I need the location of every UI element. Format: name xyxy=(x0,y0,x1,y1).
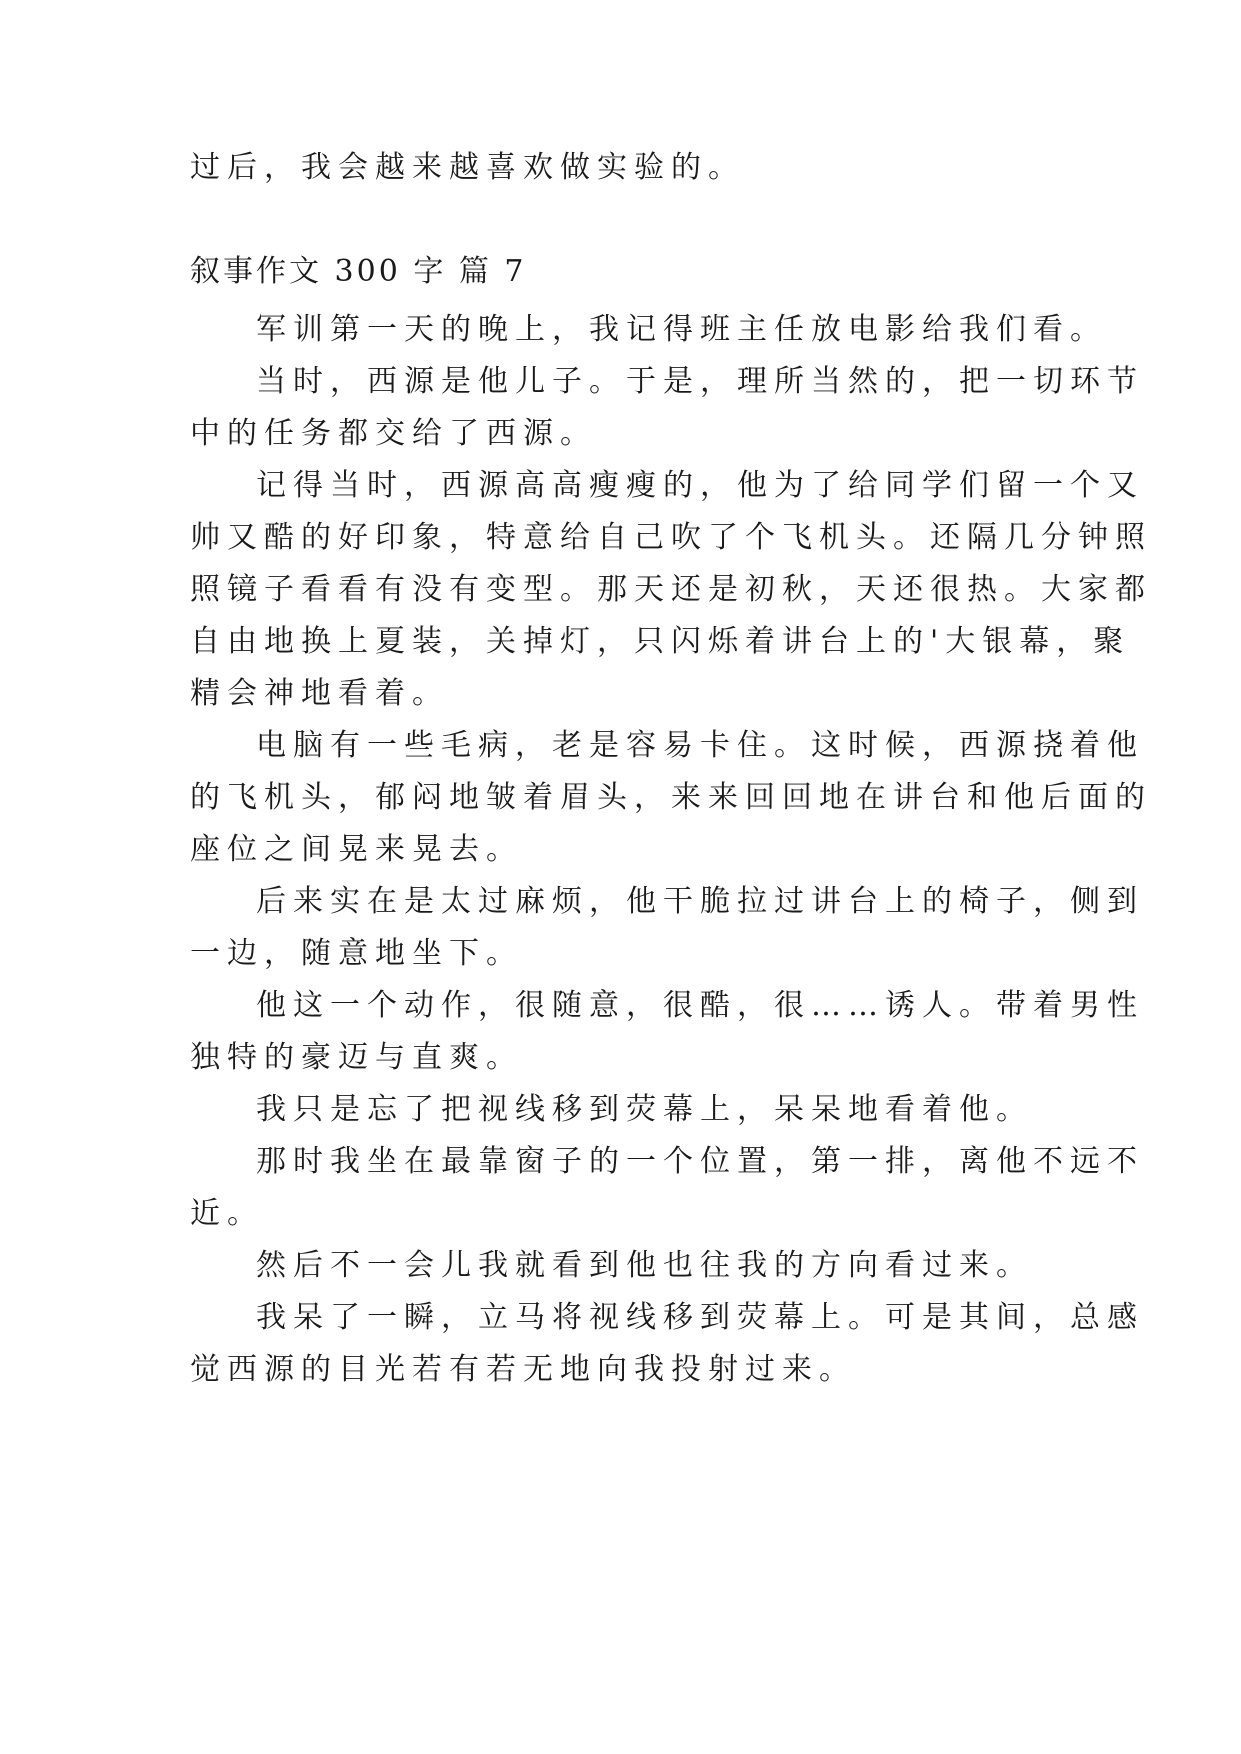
paragraph-line: 电脑有一些毛病，老是容易卡住。这时候，西源挠着他 xyxy=(256,728,1144,763)
paragraph-line: 一边，随意地坐下。 xyxy=(190,936,523,971)
paragraph-line: 自由地换上夏装，关掉灯，只闪烁着讲台上的'大银幕，聚 xyxy=(190,624,1131,659)
paragraph-line: 然后不一会儿我就看到他也往我的方向看过来。 xyxy=(256,1248,1033,1283)
paragraph-line: 精会神地看着。 xyxy=(190,676,449,711)
paragraph-line: 座位之间晃来晃去。 xyxy=(190,832,523,867)
paragraph-line: 照镜子看看有没有变型。那天还是初秋，天还很热。大家都 xyxy=(190,572,1152,607)
paragraph-line: 他这一个动作，很随意，很酷，很……诱人。带着男性 xyxy=(256,988,1144,1023)
paragraph-line: 记得当时，西源高高瘦瘦的，他为了给同学们留一个又 xyxy=(256,468,1144,503)
paragraph-line: 独特的豪迈与直爽。 xyxy=(190,1040,523,1075)
paragraph-line: 我呆了一瞬，立马将视线移到荧幕上。可是其间，总感 xyxy=(256,1300,1144,1335)
text-line: 过后，我会越来越喜欢做实验的。 xyxy=(190,150,745,185)
paragraph-line: 后来实在是太过麻烦，他干脆拉过讲台上的椅子，侧到 xyxy=(256,884,1144,919)
paragraph-line: 中的任务都交给了西源。 xyxy=(190,416,597,451)
section-heading: 叙事作文 300 字 篇 7 xyxy=(190,254,527,289)
paragraph-line: 近。 xyxy=(190,1196,264,1231)
paragraph-line: 那时我坐在最靠窗子的一个位置，第一排，离他不远不 xyxy=(256,1144,1144,1179)
paragraph-line: 当时，西源是他儿子。于是，理所当然的，把一切环节 xyxy=(256,364,1144,399)
paragraph-line: 军训第一天的晚上，我记得班主任放电影给我们看。 xyxy=(256,312,1107,347)
paragraph-line: 的飞机头，郁闷地皱着眉头，来来回回地在讲台和他后面的 xyxy=(190,780,1152,815)
paragraph-line: 我只是忘了把视线移到荧幕上，呆呆地看着他。 xyxy=(256,1092,1033,1127)
paragraph-line: 觉西源的目光若有若无地向我投射过来。 xyxy=(190,1352,856,1387)
paragraph-line: 帅又酷的好印象，特意给自己吹了个飞机头。还隔几分钟照 xyxy=(190,520,1152,555)
